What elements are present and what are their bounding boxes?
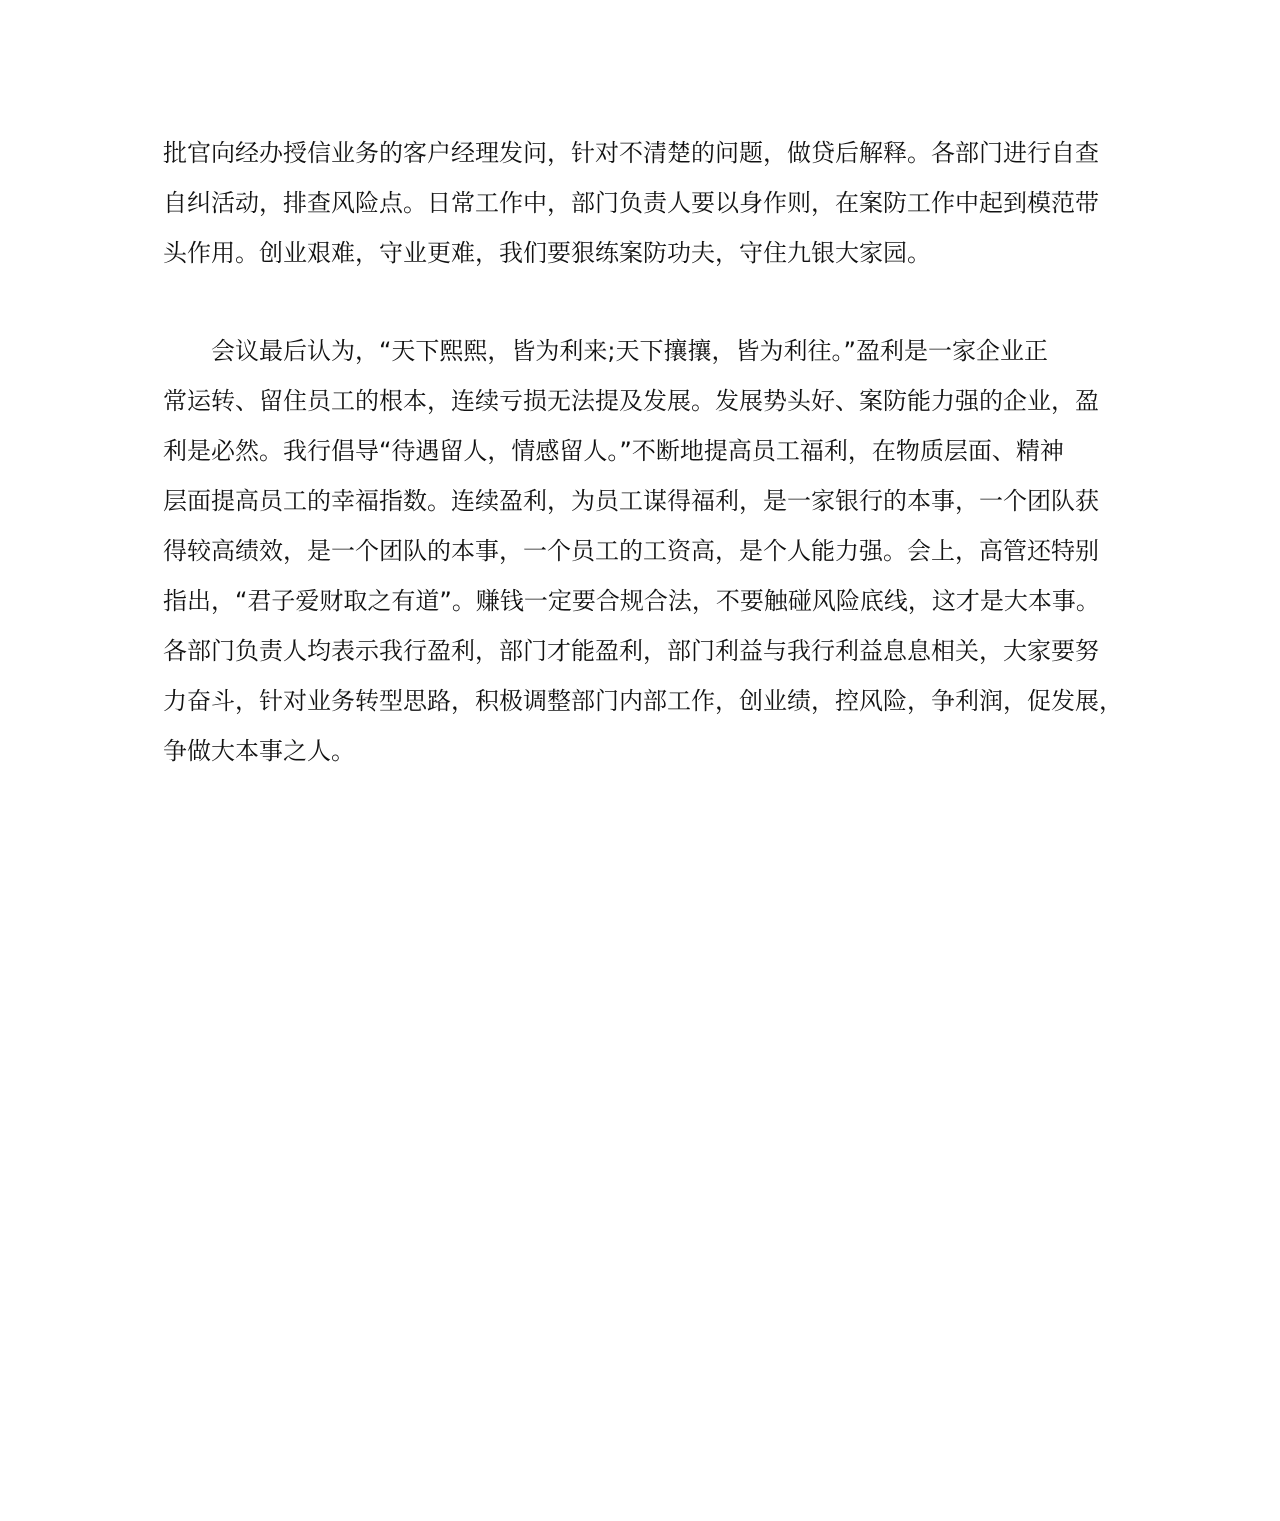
paragraph-line: 批官向经办授信业务的客户经理发问，针对不清楚的问题，做贷后解释。各部门进行自查 bbox=[163, 139, 1099, 167]
paragraph-1 bbox=[163, 128, 1133, 278]
paragraph-line: 自纠活动，排查风险点。日常工作中，部门负责人要以身作则，在案防工作中起到模范带 bbox=[163, 189, 1099, 217]
document-body bbox=[163, 128, 1133, 776]
paragraph-line: 指出，“君子爱财取之有道”。赚钱一定要合规合法，不要触碰风险底线，这才是大本事。 bbox=[163, 587, 1100, 615]
paragraph-line: 层面提高员工的幸福指数。连续盈利，为员工谋得福利，是一家银行的本事，一个团队获 bbox=[163, 487, 1099, 515]
paragraph-line: 头作用。创业艰难，守业更难，我们要狠练案防功夫，守住九银大家园。 bbox=[163, 239, 931, 267]
paragraph-line: 会议最后认为，“天下熙熙，皆为利来;天下攘攘，皆为利往。”盈利是一家企业正 bbox=[211, 337, 1048, 365]
paragraph-line: 利是必然。我行倡导“待遇留人，情感留人。”不断地提高员工福利，在物质层面、精神 bbox=[163, 437, 1064, 465]
paragraph-line: 争做大本事之人。 bbox=[163, 737, 355, 765]
paragraph-line: 各部门负责人均表示我行盈利，部门才能盈利，部门利益与我行利益息息相关，大家要努 bbox=[163, 637, 1099, 665]
paragraph-line: 得较高绩效，是一个团队的本事，一个员工的工资高，是个人能力强。会上，高管还特别 bbox=[163, 537, 1099, 565]
paragraph-line: 力奋斗，针对业务转型思路，积极调整部门内部工作，创业绩，控风险，争利润，促发展， bbox=[163, 687, 1123, 715]
paragraph-line: 常运转、留住员工的根本，连续亏损无法提及发展。发展势头好、案防能力强的企业，盈 bbox=[163, 387, 1099, 415]
paragraph-2 bbox=[163, 326, 1133, 776]
